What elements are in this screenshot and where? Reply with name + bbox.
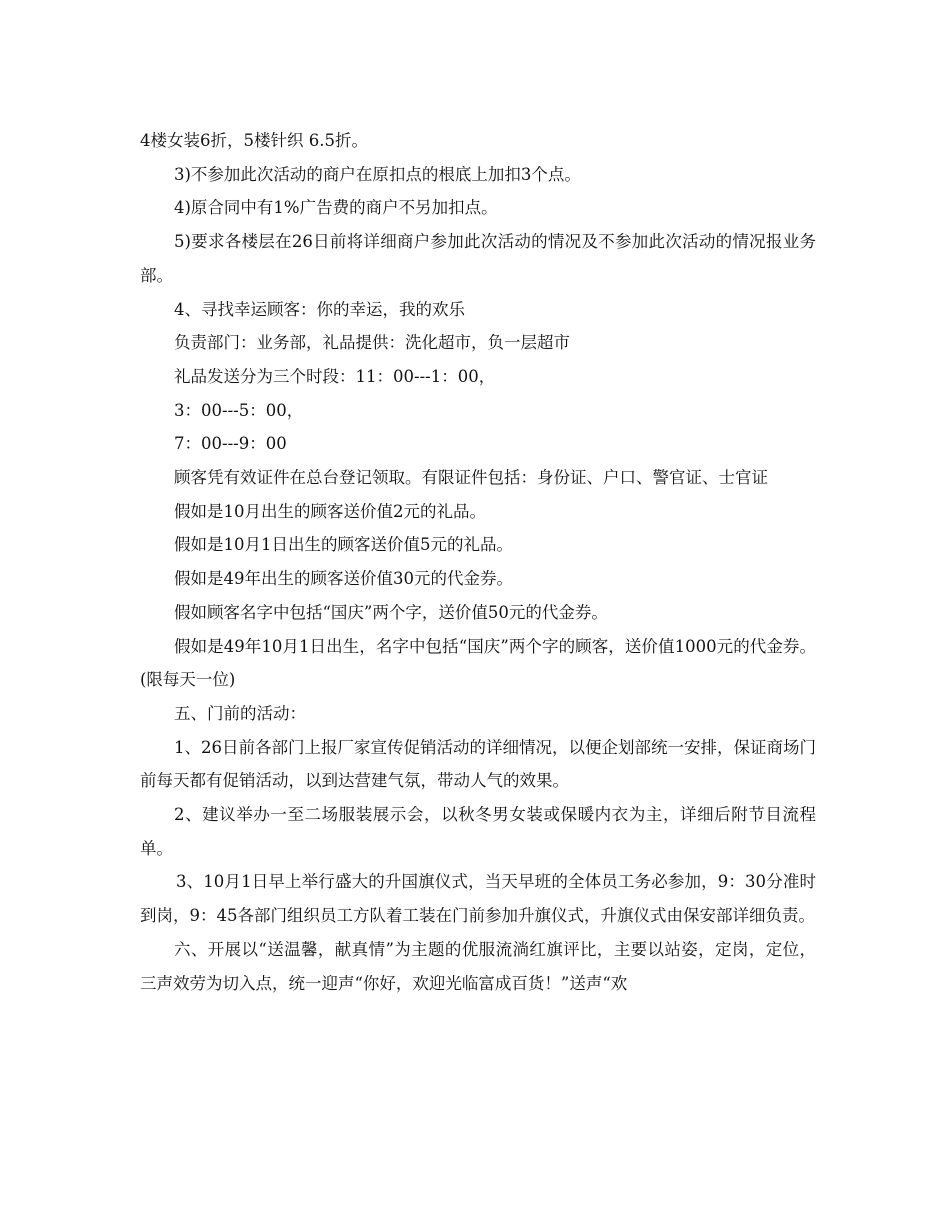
paragraph: 3、10月1日早上举行盛大的升国旗仪式，当天早班的全体员工务必参加，9：30分准时到岗，9：45各部门组织员工方队着工装在门前参加升旗仪式，升旗仪式由保安部详细负责。 [140,872,816,926]
paragraph: 礼品发送分为三个时段：11：00---1：00， [174,366,496,386]
document-body [140,124,816,1000]
paragraph: 5)要求各楼层在26日前将详细商户参加此次活动的情况及不参加此次活动的情况报业务部。 [140,232,816,285]
paragraph: 假如是10月出生的顾客送价值2元的礼品。 [174,501,486,521]
paragraph: 顾客凭有效证件在总台登记领取。有限证件包括：身份证、户口、警官证、士官证 [174,468,768,488]
section-heading: 五、门前的活动： [174,703,306,723]
paragraph: 六、开展以“送温馨，献真情”为主题的优服流淌红旗评比，主要以站姿，定岗，定位，三声效劳为切入点，统一迎声“你好，欢迎光临富成百货！”送声“欢 [140,939,816,993]
paragraph: 4、寻找幸运顾客：你的幸运，我的欢乐 [174,299,465,319]
paragraph: 4楼女装6折，5楼针织 6.5折。 [140,131,368,150]
paragraph: 3：00---5：00， [174,400,304,420]
paragraph: 假如是49年出生的顾客送价值30元的代金券。 [174,569,513,589]
paragraph: 假如顾客名字中包括“国庆”两个字，送价值50元的代金券。 [174,602,608,622]
paragraph: 3)不参加此次活动的商户在原扣点的根底上加扣3个点。 [174,164,581,184]
paragraph: 4)原合同中有1%广告费的商户不另加扣点。 [174,198,498,218]
paragraph: 2、建议举办一至二场服装展示会，以秋冬男女装或保暖内衣为主，详细后附节目流程单。 [140,805,816,858]
paragraph: 7：00---9：00 [174,434,287,454]
paragraph: 假如是49年10月1日出生，名字中包括“国庆”两个字的顾客，送价值1000元的代金券。(限每天一位) [140,636,816,690]
paragraph: 假如是10月1日出生的顾客送价值5元的礼品。 [174,535,513,555]
paragraph: 负责部门：业务部，礼品提供：洗化超市，负一层超市 [174,333,570,353]
paragraph: 1、26日前各部门上报厂家宣传促销活动的详细情况，以便企划部统一安排，保证商场门前每天都有促销活动，以到达营建气氛，带动人气的效果。 [140,737,816,791]
